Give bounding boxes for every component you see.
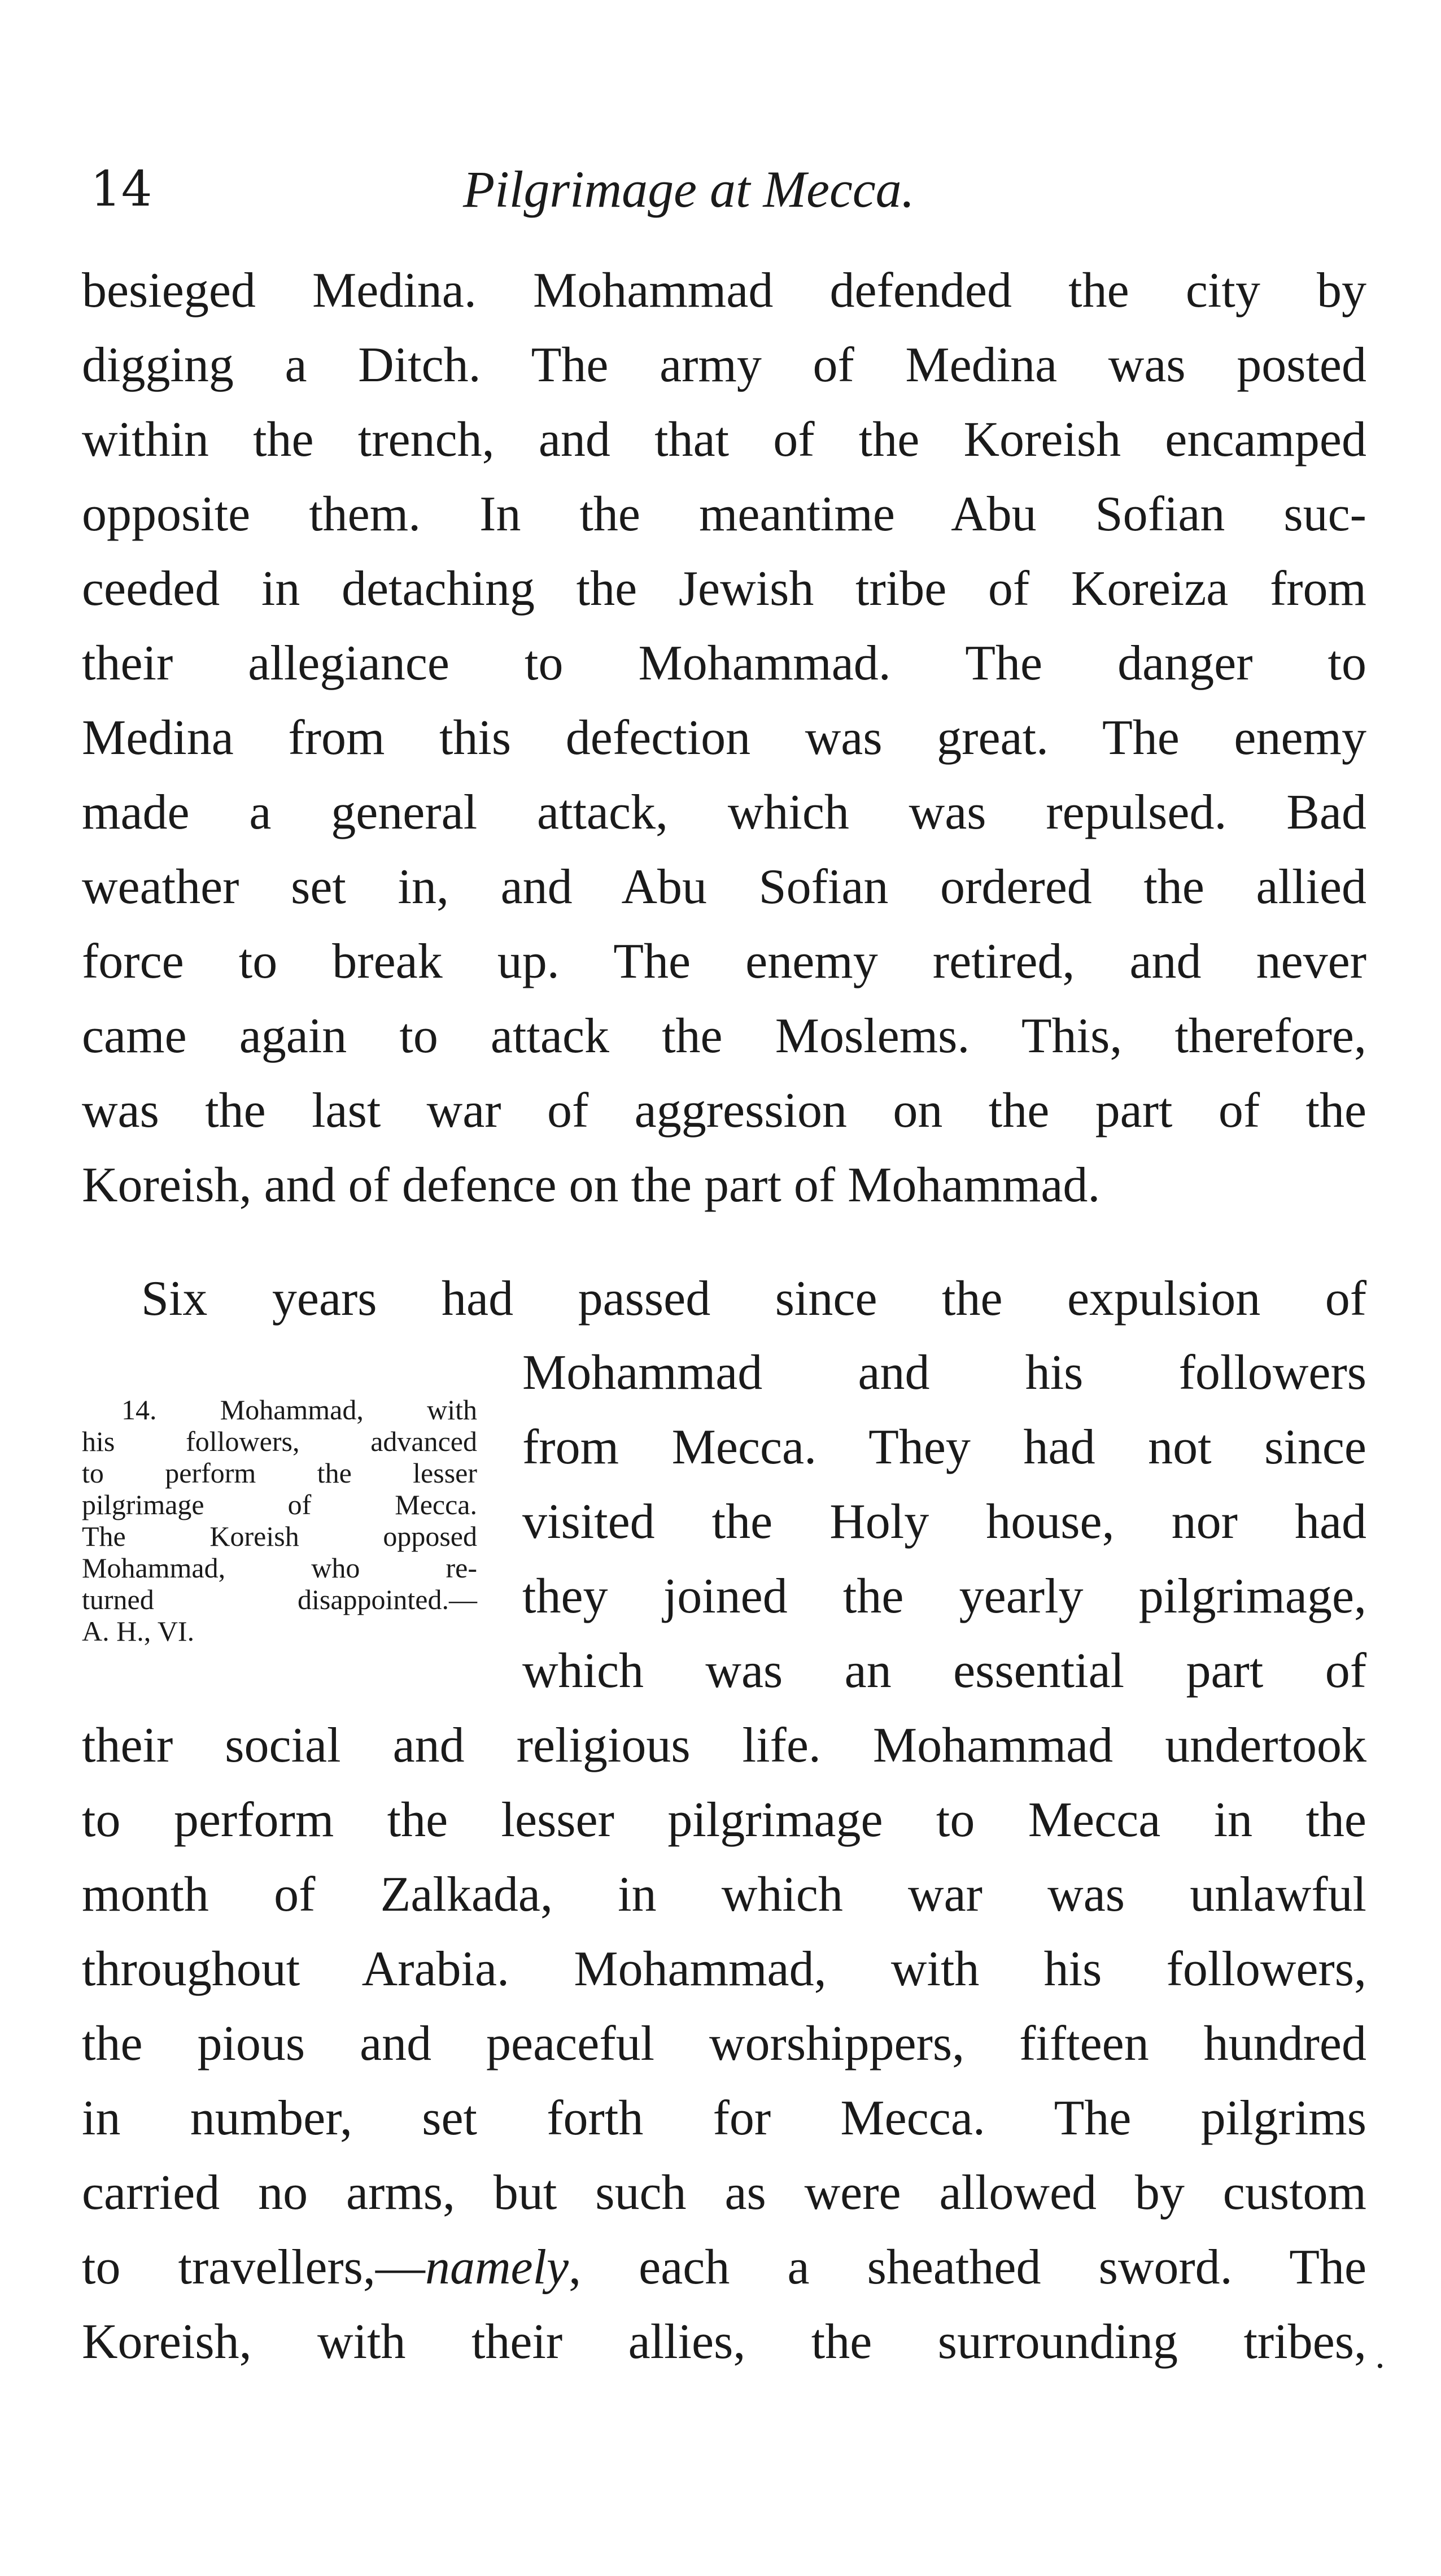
text-line: Six years had passed since the expulsion of — [141, 1271, 1366, 1326]
text-line: the pious and peaceful worshippers, fifteen hundred — [82, 2016, 1366, 2071]
text-line: within the trench, and that of the Koreish encamped — [82, 412, 1366, 467]
marginal-note-line: his followers, advanced — [82, 1426, 477, 1457]
text-line: to perform the lesser pilgrimage to Mecca in the — [82, 1793, 1366, 1847]
text-line: throughout Arabia. Mohammad, with his followers, — [82, 1942, 1366, 1997]
text-line: ceeded in detaching the Jewish tribe of Koreiza from — [82, 561, 1366, 616]
text-segment: to travellers,— — [82, 2240, 425, 2295]
marginal-note-line: to perform the lesser — [82, 1457, 477, 1489]
text-line: digging a Ditch. The army of Medina was posted — [82, 338, 1366, 393]
text-line: month of Zalkada, in which war was unlawful — [82, 1867, 1366, 1922]
text-line: visited the Holy house, nor had — [522, 1494, 1366, 1549]
text-line: from Mecca. They had not since — [522, 1420, 1366, 1475]
text-segment: , each a sheathed sword. The — [569, 2240, 1366, 2295]
text-line: Koreish, with their allies, the surrounding tribes, — [82, 2315, 1366, 2369]
text-line: in number, set forth for Mecca. The pilgrims — [82, 2091, 1366, 2146]
text-line: their allegiance to Mohammad. The danger to — [82, 636, 1366, 691]
running-head: Pilgrimage at Mecca. — [463, 160, 915, 218]
ink-speck — [1378, 2364, 1382, 2368]
marginal-note-line: 14. Mohammad, with — [121, 1394, 477, 1426]
italic-word: namely — [425, 2240, 569, 2295]
text-line: made a general attack, which was repulsed. Bad — [82, 785, 1366, 840]
text-line: opposite them. In the meantime Abu Sofian suc- — [82, 487, 1366, 542]
text-line: weather set in, and Abu Sofian ordered the allied — [82, 860, 1366, 914]
page-number: 14 — [90, 161, 152, 217]
text-line: their social and religious life. Mohammad undertook — [82, 1718, 1366, 1773]
marginal-note-line: A. H., VI. — [82, 1615, 195, 1647]
text-line: besieged Medina. Mohammad defended the city by — [82, 263, 1366, 318]
text-line — [82, 2231, 1366, 2304]
marginal-note-line: Mohammad, who re- — [82, 1552, 477, 1584]
text-line: they joined the yearly pilgrimage, — [522, 1569, 1366, 1624]
text-line: Medina from this defection was great. The enemy — [82, 711, 1366, 765]
text-line: force to break up. The enemy retired, and never — [82, 934, 1366, 989]
marginal-note-line: pilgrimage of Mecca. — [82, 1489, 477, 1520]
marginal-note — [82, 1394, 477, 1647]
text-line: which was an essential part of — [522, 1644, 1366, 1698]
marginal-note-line: turned disappointed.— — [82, 1584, 477, 1615]
text-line: carried no arms, but such as were allowed by custom — [82, 2165, 1366, 2220]
text-line: was the last war of aggression on the part of the — [82, 1083, 1366, 1138]
text-line: came again to attack the Moslems. This, therefore, — [82, 1009, 1366, 1063]
text-line: Mohammad and his followers — [522, 1345, 1366, 1400]
marginal-note-line: The Koreish opposed — [82, 1520, 477, 1552]
text-line: Koreish, and of defence on the part of Mohammad. — [82, 1158, 1101, 1213]
